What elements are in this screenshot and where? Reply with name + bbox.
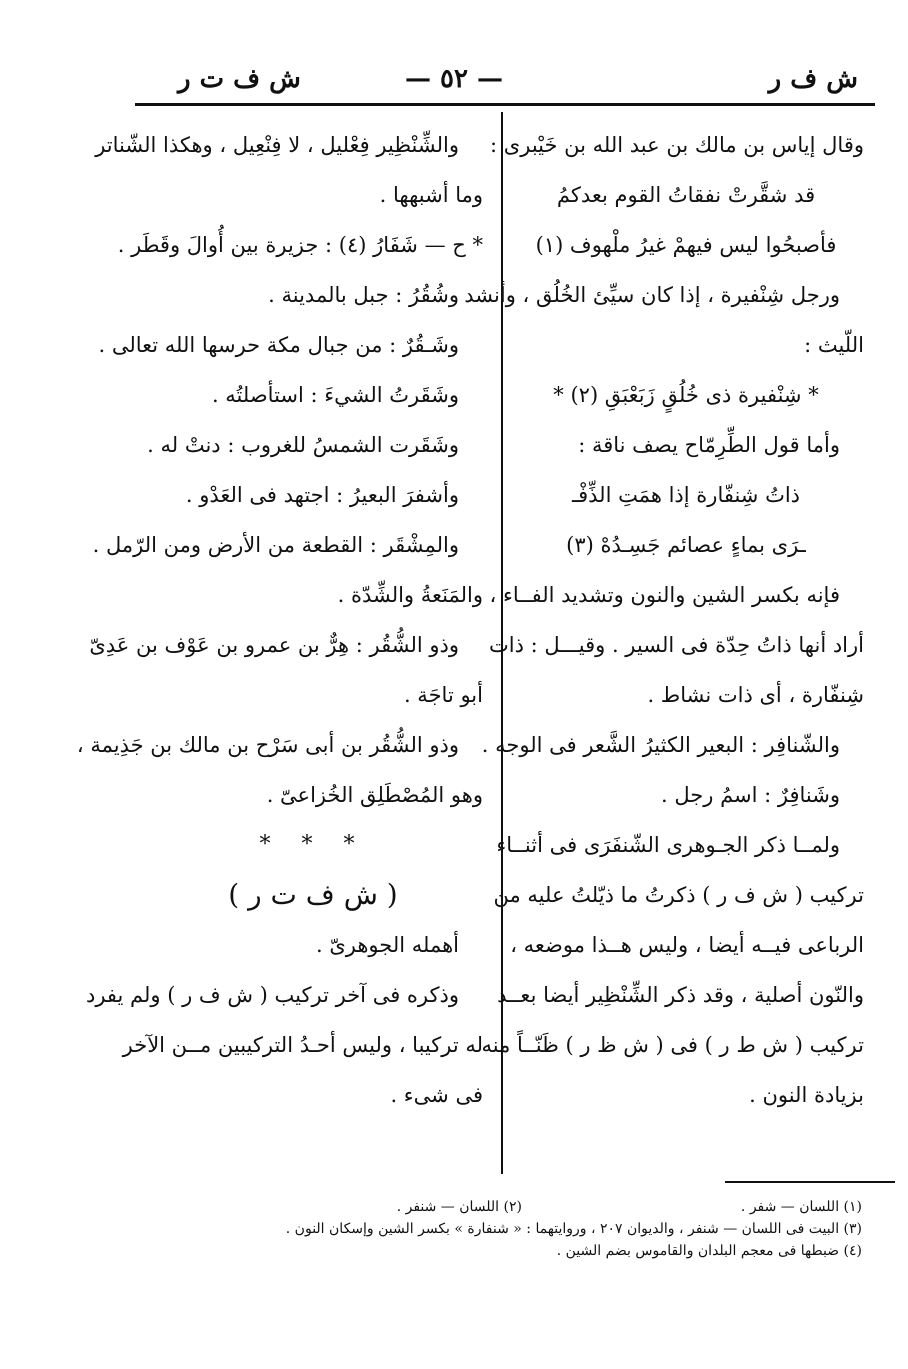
entry-line: * ح — شَفَارُ (٤) : جزيرة بين أُوالَ وقَطَر . <box>117 233 483 257</box>
text-line: أهمله الجوهرىّ . <box>315 933 459 957</box>
verse-line: * شِنْفيرة ذى خُلُقٍ زَبَعْبَقِ (٢) * <box>553 383 819 407</box>
left-column <box>76 120 483 1120</box>
footnotes <box>142 1196 862 1262</box>
text-line: والمِشْقَر : القطعة من الأرض ومن الرّمل . <box>92 533 459 557</box>
footnote-rule <box>725 1181 895 1183</box>
text-line: وذو الشُّقُر : هِرٌّ بن عمرو بن عَوْف بن عَدِىّ <box>89 633 459 657</box>
footnote-row <box>142 1240 862 1262</box>
text-line: وأما قول الطِّرِمّاح يصف ناقة : <box>578 433 840 457</box>
header-rule <box>135 103 875 106</box>
right-column <box>464 120 864 1120</box>
text-line: له تركيبا ، وليس أحـدُ التركيبين مــن الآخر <box>122 1033 483 1057</box>
text-line: والشِّنْظِير فِعْليل ، لا فِنْعِيل ، وهكذا الشّناتر <box>95 133 459 157</box>
text-line: الرباعى فيــه أيضا ، وليس هــذا موضعه ، <box>510 933 864 957</box>
text-line: والمَنَعةُ والشِّدّة . <box>337 583 483 607</box>
text-line: والنّون أصلية ، وقد ذكر الشِّنْظِير أيضا بعــد <box>497 983 864 1007</box>
text-line: وشَنافِرٌ : اسمُ رجل . <box>661 783 840 807</box>
text-line: فإنه بكسر الشين والنون وتشديد الفــاء ، <box>489 583 840 607</box>
text-line: وشَقَرت الشمسُ للغروب : دنتْ له . <box>147 433 459 457</box>
footnote-2: (٢) اللسان — شنفر . <box>396 1199 522 1215</box>
text-line: وقال إياس بن مالك بن عبد الله بن خَيْبرى : <box>490 133 864 157</box>
verse-line: فأصبحُوا ليس فيهمْ غيرُ ملْهوف (١) <box>535 233 837 257</box>
text-line: تركيب ( ش ف ر ) ذكرتُ ما ذيّلتُ عليه من <box>493 883 864 907</box>
text-line: فى شىء . <box>390 1083 483 1107</box>
text-line: اللّيث : <box>804 333 864 357</box>
text-line: أبو تاجَة . <box>403 683 483 707</box>
footnote-3: (٣) البيت فى اللسان — شنفر ، والديوان ٢٠٧ ، وروايتهما : « شنفارة » بكسر الشين وإسكان النون . <box>285 1221 862 1237</box>
text-line: شِنفّارة ، أى ذات نشاط . <box>647 683 864 707</box>
verse-line: ذاتُ شِنفّارة إذا همَتِ الذِّفْـ <box>571 483 801 507</box>
page-number: — ٥٢ — <box>404 64 504 94</box>
text-line: وأشفرَ البعيرُ : اجتهد فى العَدْو . <box>185 483 459 507</box>
verse-line: قد شقَّرتْ نفقاتُ القوم بعدكمُ <box>556 183 816 207</box>
text-line: وذو الشُّقُر بن أبى سَرْح بن مالك بن جَذِيمة ، <box>76 733 459 757</box>
text-line: وذكره فى آخر تركيب ( ش ف ر ) ولم يفرد <box>85 983 459 1007</box>
text-line: وشَقَرتُ الشيءَ : استأصلتُه . <box>211 383 459 407</box>
footnote-4: (٤) ضبطها فى معجم البلدان والقاموس بضم الشين . <box>556 1243 862 1259</box>
text-line: وهو المُصْطَلِق الخُزاعىّ . <box>266 783 483 807</box>
text-line: وشَـقُرٌ : من جبال مكة حرسها الله تعالى . <box>98 333 459 357</box>
root-heading: ( ش ف ت ر ) <box>228 878 398 911</box>
text-line: والشّنافِر : البعير الكثيرُ الشَّعر فى الوجه . <box>481 733 840 757</box>
running-head-left: ش ف ت ر <box>178 64 301 94</box>
text-line: ولمــا ذكر الجـوهرى الشّنفَرَى فى أثنــاء <box>496 833 840 857</box>
section-divider: * * * <box>259 832 367 857</box>
running-head-right: ش ف ر <box>768 64 858 94</box>
text-line: أراد أنها ذاتُ حِدّة فى السير . وقيـــل : ذات <box>489 633 864 657</box>
footnote-1: (١) اللسان — شفر . <box>740 1199 862 1215</box>
text-line: ورجل شِنْفيرة ، إذا كان سيِّئ الخُلُق ، وأنشد <box>464 283 840 307</box>
footnote-row <box>142 1196 862 1218</box>
verse-line: ـرَى بماءٍ عصائم جَسِـدُهْ (٣) <box>566 533 806 557</box>
footnote-row <box>142 1218 862 1240</box>
text-line: وشُقُرُ : جبل بالمدينة . <box>268 283 459 307</box>
text-line: تركيب ( ش ط ر ) فى ( ش ظ ر ) ظَنّــاً منه <box>481 1033 864 1057</box>
text-line: وما أشبهها . <box>379 183 483 207</box>
text-line: بزيادة النون . <box>749 1083 864 1107</box>
